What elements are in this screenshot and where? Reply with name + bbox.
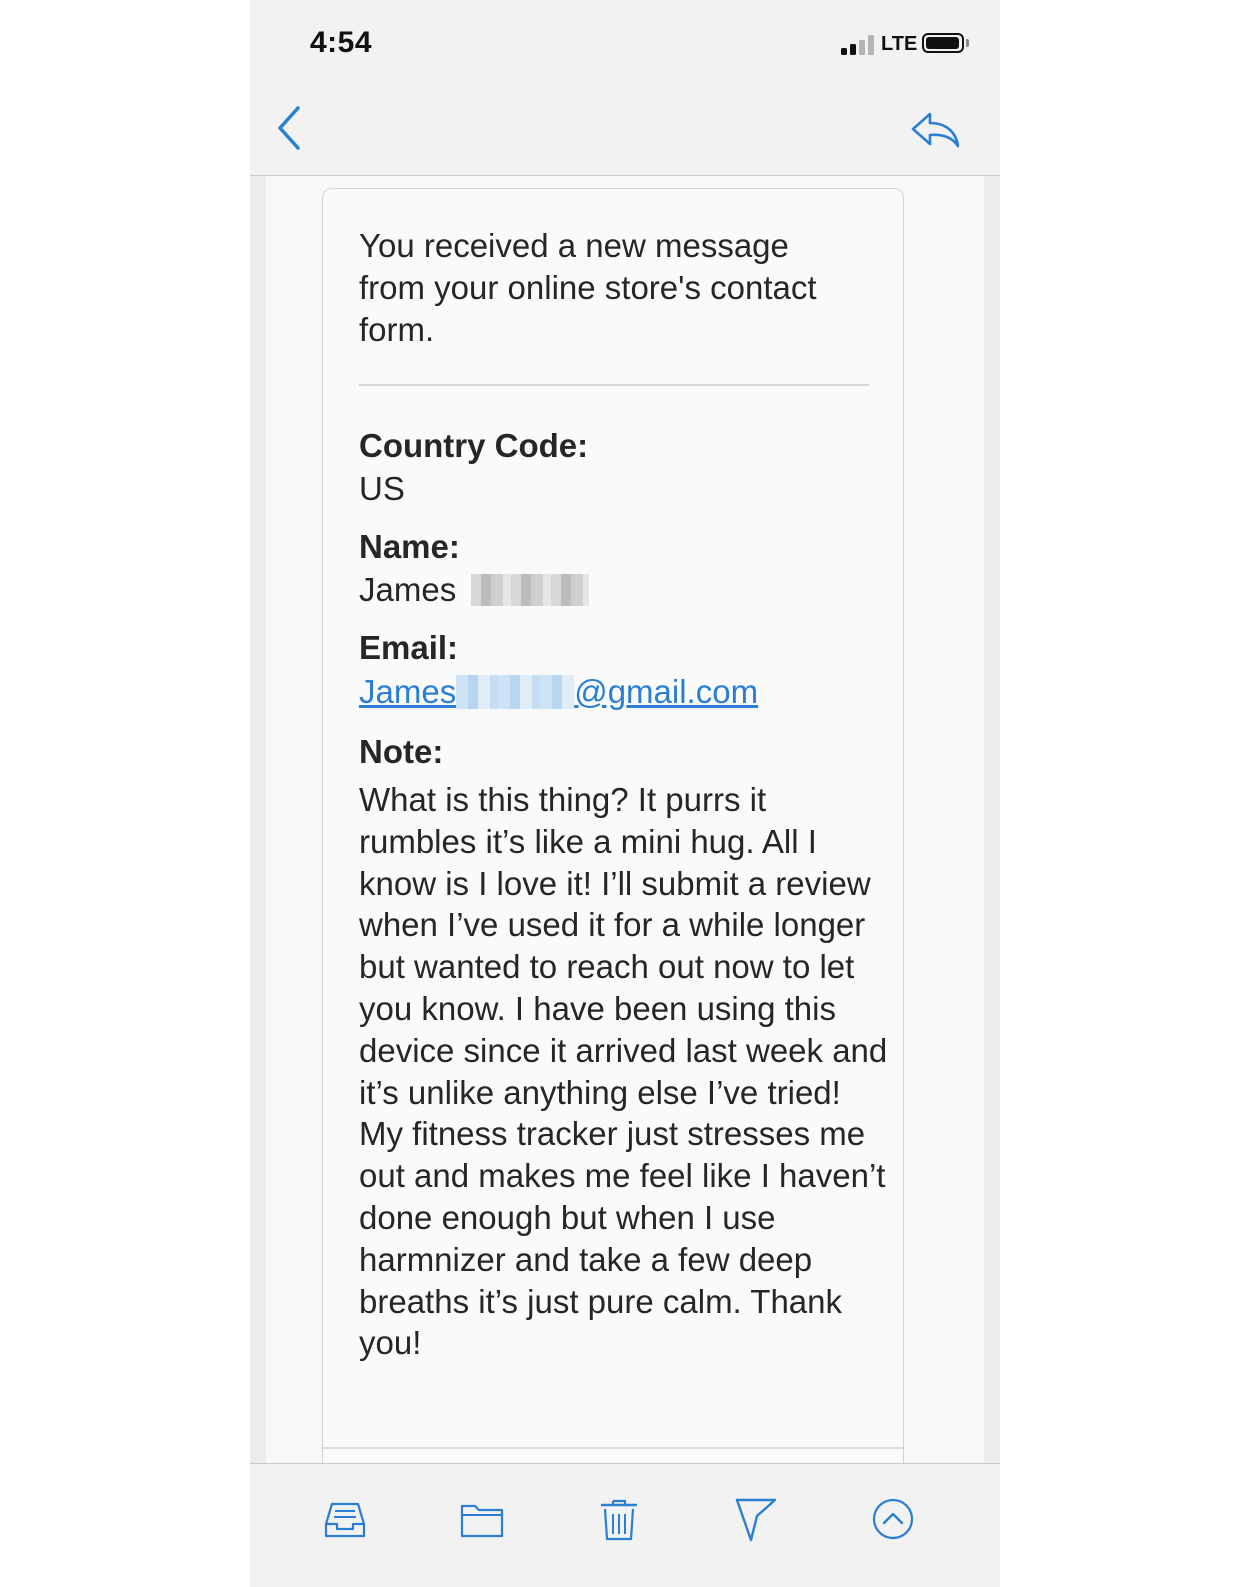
- email-suffix: @gmail.com: [574, 673, 759, 710]
- status-bar: [250, 0, 1000, 90]
- flag-button[interactable]: [731, 1494, 781, 1544]
- email-link[interactable]: [359, 673, 758, 710]
- card-divider: [323, 1447, 903, 1449]
- network-type: LTE: [881, 33, 918, 55]
- name-label: Name:: [359, 528, 460, 565]
- name-value: James: [359, 571, 457, 608]
- move-to-folder-button[interactable]: [457, 1494, 507, 1544]
- reply-more-button[interactable]: [868, 1494, 918, 1544]
- archive-button[interactable]: [320, 1494, 370, 1544]
- divider: [359, 384, 869, 386]
- reply-icon: [910, 110, 962, 150]
- message-content[interactable]: [250, 176, 1000, 1463]
- message-intro: You received a new message from your online store's contact form.: [359, 227, 817, 348]
- email-label: Email:: [359, 629, 459, 666]
- redacted-email-part: [456, 675, 574, 709]
- battery-tip: [966, 39, 969, 47]
- flag-icon: [731, 1494, 781, 1544]
- archive-tray-icon: [320, 1494, 370, 1544]
- note-body: What is this thing? It purrs it rumbles it’s like a mini hug. All I know is I love it! I’ll submit a review when I’ve used it for a while longer but wanted to reach out now to let you know. I have been using this device since it arrived last week and it’s unlike anything else I’ve tried! My fitness tracker just stresses me out and makes me feel like I haven’t done enough but when I use harmnizer and take a few deep breaths it’s just pure calm. Thank you!: [359, 781, 888, 1362]
- chevron-up-circle-icon: [868, 1494, 918, 1544]
- note-label: Note:: [359, 733, 444, 770]
- back-button[interactable]: [272, 104, 316, 154]
- redacted-surname: [471, 574, 589, 606]
- content-edge: [250, 176, 266, 1463]
- country-code-value: US: [359, 470, 405, 507]
- signal-strength-icon: [841, 35, 877, 55]
- nav-bar: [250, 90, 1000, 176]
- email-value-row: [359, 673, 758, 711]
- reply-button[interactable]: [910, 110, 962, 150]
- country-code-label: Country Code:: [359, 427, 589, 464]
- name-value-row: [359, 571, 589, 609]
- battery-icon: [922, 33, 964, 53]
- bottom-toolbar: [250, 1463, 1000, 1587]
- phone-screen: [250, 0, 1000, 1587]
- content-edge: [984, 176, 1000, 1463]
- message-card: [322, 188, 904, 1463]
- folder-icon: [457, 1494, 507, 1544]
- trash-icon: [594, 1494, 644, 1544]
- trash-button[interactable]: [594, 1494, 644, 1544]
- email-prefix: James: [359, 673, 457, 710]
- status-time: 4:54: [310, 26, 373, 59]
- chevron-left-icon: [272, 104, 316, 154]
